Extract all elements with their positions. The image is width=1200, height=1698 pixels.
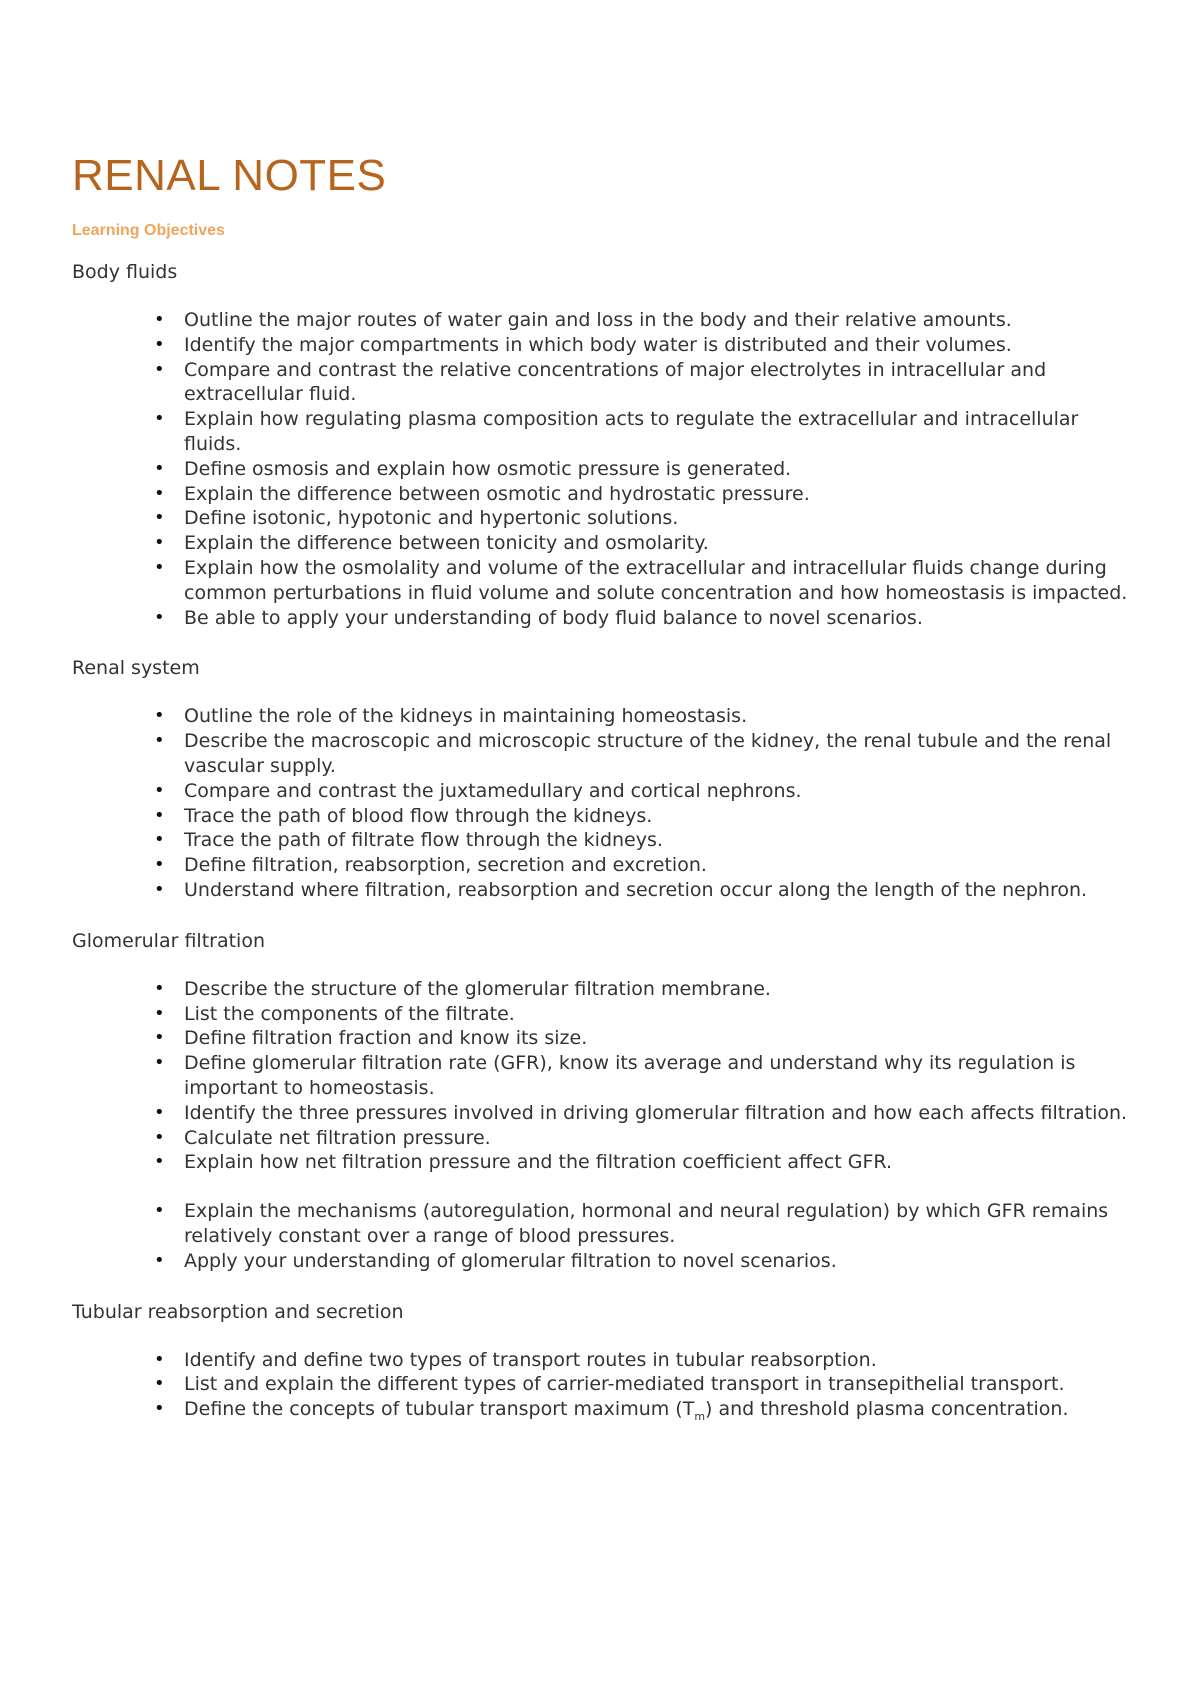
bullet-icon: • bbox=[154, 804, 165, 826]
list-item-text: Identify the major compartments in which body water is distributed and their volumes. bbox=[184, 333, 1012, 356]
bullet-icon: • bbox=[154, 1398, 165, 1420]
bullet-icon: • bbox=[154, 1151, 165, 1173]
list-item bbox=[72, 804, 1132, 829]
bullet-icon: • bbox=[154, 1200, 165, 1222]
page-title: RENAL NOTES bbox=[72, 151, 387, 200]
bullet-icon: • bbox=[154, 1373, 165, 1395]
objectives-list bbox=[72, 1348, 1132, 1430]
bullet-icon: • bbox=[154, 532, 165, 554]
list-item bbox=[72, 1126, 1132, 1151]
bullet-icon: • bbox=[154, 358, 165, 380]
list-item bbox=[72, 1348, 1132, 1373]
list-item-text bbox=[184, 1398, 1069, 1423]
bullet-icon: • bbox=[154, 408, 165, 430]
list-item-text: Apply your understanding of glomerular filtration to novel scenarios. bbox=[184, 1249, 837, 1272]
list-item bbox=[72, 506, 1132, 531]
list-item-text: Compare and contrast the juxtamedullary and cortical nephrons. bbox=[184, 779, 802, 802]
list-item-text: Outline the role of the kidneys in maintaining homeostasis. bbox=[184, 705, 748, 728]
section-heading: Renal system bbox=[72, 657, 200, 680]
list-item-text: Trace the path of filtrate flow through the kidneys. bbox=[184, 829, 663, 852]
list-item bbox=[72, 828, 1132, 853]
list-item bbox=[72, 457, 1132, 482]
list-item-text: Identify the three pressures involved in driving glomerular filtration and how each affects filtration. bbox=[184, 1101, 1128, 1124]
learning-objectives-heading: Learning Objectives bbox=[72, 222, 225, 239]
bullet-icon: • bbox=[154, 333, 165, 355]
list-item bbox=[72, 333, 1132, 358]
list-item-text: Explain how net filtration pressure and the filtration coefficient affect GFR. bbox=[184, 1151, 892, 1174]
bullet-icon: • bbox=[154, 1126, 165, 1148]
tm-text-after: ) and threshold plasma concentration. bbox=[705, 1398, 1069, 1421]
bullet-icon: • bbox=[154, 1249, 165, 1271]
list-item bbox=[72, 531, 1132, 556]
tm-subscript: m bbox=[694, 1409, 706, 1423]
objectives-list bbox=[72, 977, 1132, 1274]
objectives-list bbox=[72, 308, 1132, 630]
list-item-text: Describe the structure of the glomerular filtration membrane. bbox=[184, 977, 771, 1000]
list-item-text: Calculate net filtration pressure. bbox=[184, 1126, 491, 1149]
list-item bbox=[72, 1199, 1132, 1249]
list-item-text: Explain the difference between tonicity and osmolarity. bbox=[184, 532, 709, 555]
list-item-text: Outline the major routes of water gain and loss in the body and their relative amounts. bbox=[184, 309, 1012, 331]
bullet-icon: • bbox=[154, 854, 165, 876]
bullet-icon: • bbox=[154, 1101, 165, 1123]
bullet-icon: • bbox=[154, 977, 165, 999]
section-heading: Body fluids bbox=[72, 261, 178, 283]
list-item bbox=[72, 606, 1132, 631]
list-item bbox=[72, 1026, 1132, 1051]
list-item bbox=[72, 1150, 1132, 1175]
list-item-text: Understand where filtration, reabsorption and secretion occur along the length of the nephron. bbox=[184, 878, 1088, 901]
bullet-icon: • bbox=[154, 878, 165, 900]
list-item-text: Explain the difference between osmotic and hydrostatic pressure. bbox=[184, 482, 810, 505]
list-item bbox=[72, 556, 1132, 606]
bullet-icon: • bbox=[154, 1027, 165, 1049]
list-item bbox=[72, 779, 1132, 804]
list-item-text: Explain how regulating plasma composition acts to regulate the extracellular and intracellular fluids. bbox=[184, 408, 1079, 455]
tm-text-before: Define the concepts of tubular transport maximum (T bbox=[184, 1398, 695, 1421]
bullet-icon: • bbox=[154, 1002, 165, 1024]
list-item bbox=[72, 482, 1132, 507]
list-item-text: Explain the mechanisms (autoregulation, hormonal and neural regulation) by which GFR remains relatively constant over a range of blood pressures. bbox=[184, 1200, 1109, 1247]
section-body-fluids bbox=[72, 260, 1132, 630]
list-item-text: Compare and contrast the relative concentrations of major electrolytes in intracellular and extracellular fluid. bbox=[184, 358, 1047, 406]
list-item bbox=[72, 1372, 1132, 1397]
list-item-text: Define osmosis and explain how osmotic pressure is generated. bbox=[184, 457, 792, 480]
bullet-icon: • bbox=[154, 730, 165, 752]
bullet-icon: • bbox=[154, 705, 165, 727]
list-item bbox=[72, 729, 1132, 779]
list-item-text: Explain how the osmolality and volume of the extracellular and intracellular fluids change during common perturbations in fluid volume and solute concentration and how homeostasis is impacted. bbox=[184, 556, 1128, 604]
list-item bbox=[72, 1397, 1132, 1430]
bullet-icon: • bbox=[154, 482, 165, 504]
bullet-icon: • bbox=[154, 606, 165, 628]
objectives-list bbox=[72, 704, 1132, 902]
section-renal-system bbox=[72, 656, 1132, 902]
list-item bbox=[72, 878, 1132, 903]
list-item-text: Describe the macroscopic and microscopic structure of the kidney, the renal tubule and the renal vascular supply. bbox=[184, 730, 1112, 777]
bullet-icon: • bbox=[154, 1052, 165, 1074]
section-tubular-reabsorption bbox=[72, 1300, 1132, 1430]
list-item bbox=[72, 704, 1132, 729]
section-heading: Glomerular filtration bbox=[72, 929, 265, 952]
list-item bbox=[72, 1249, 1132, 1274]
list-item bbox=[72, 407, 1132, 457]
bullet-icon: • bbox=[154, 779, 165, 801]
bullet-icon: • bbox=[154, 1348, 165, 1370]
list-item bbox=[72, 1101, 1132, 1126]
list-item-text: List and explain the different types of carrier-mediated transport in transepithelial transport. bbox=[184, 1373, 1065, 1396]
list-item bbox=[72, 358, 1132, 408]
document-content bbox=[72, 150, 1132, 1430]
bullet-icon: • bbox=[154, 829, 165, 851]
list-item bbox=[72, 1002, 1132, 1027]
bullet-icon: • bbox=[154, 457, 165, 479]
list-item-text: Be able to apply your understanding of body fluid balance to novel scenarios. bbox=[184, 606, 923, 629]
list-item-text: Identify and define two types of transport routes in tubular reabsorption. bbox=[184, 1348, 877, 1371]
list-item-text: Define filtration, reabsorption, secretion and excretion. bbox=[184, 854, 707, 877]
list-item bbox=[72, 977, 1132, 1002]
bullet-icon: • bbox=[154, 507, 165, 529]
bullet-icon: • bbox=[154, 309, 165, 330]
list-item-text: Trace the path of blood flow through the kidneys. bbox=[184, 804, 653, 827]
list-item-text: Define filtration fraction and know its size. bbox=[184, 1027, 588, 1050]
list-item bbox=[72, 1051, 1132, 1101]
section-heading: Tubular reabsorption and secretion bbox=[72, 1300, 404, 1323]
list-item bbox=[72, 308, 1132, 333]
bullet-icon: • bbox=[154, 556, 165, 578]
list-item-text: Define isotonic, hypotonic and hypertonic solutions. bbox=[184, 507, 679, 530]
list-item bbox=[72, 853, 1132, 878]
list-item-text: Define glomerular filtration rate (GFR), know its average and understand why its regulation is important to homeostasis. bbox=[184, 1052, 1076, 1099]
list-item-text: List the components of the filtrate. bbox=[184, 1002, 515, 1025]
section-glomerular-filtration bbox=[72, 929, 1132, 1274]
